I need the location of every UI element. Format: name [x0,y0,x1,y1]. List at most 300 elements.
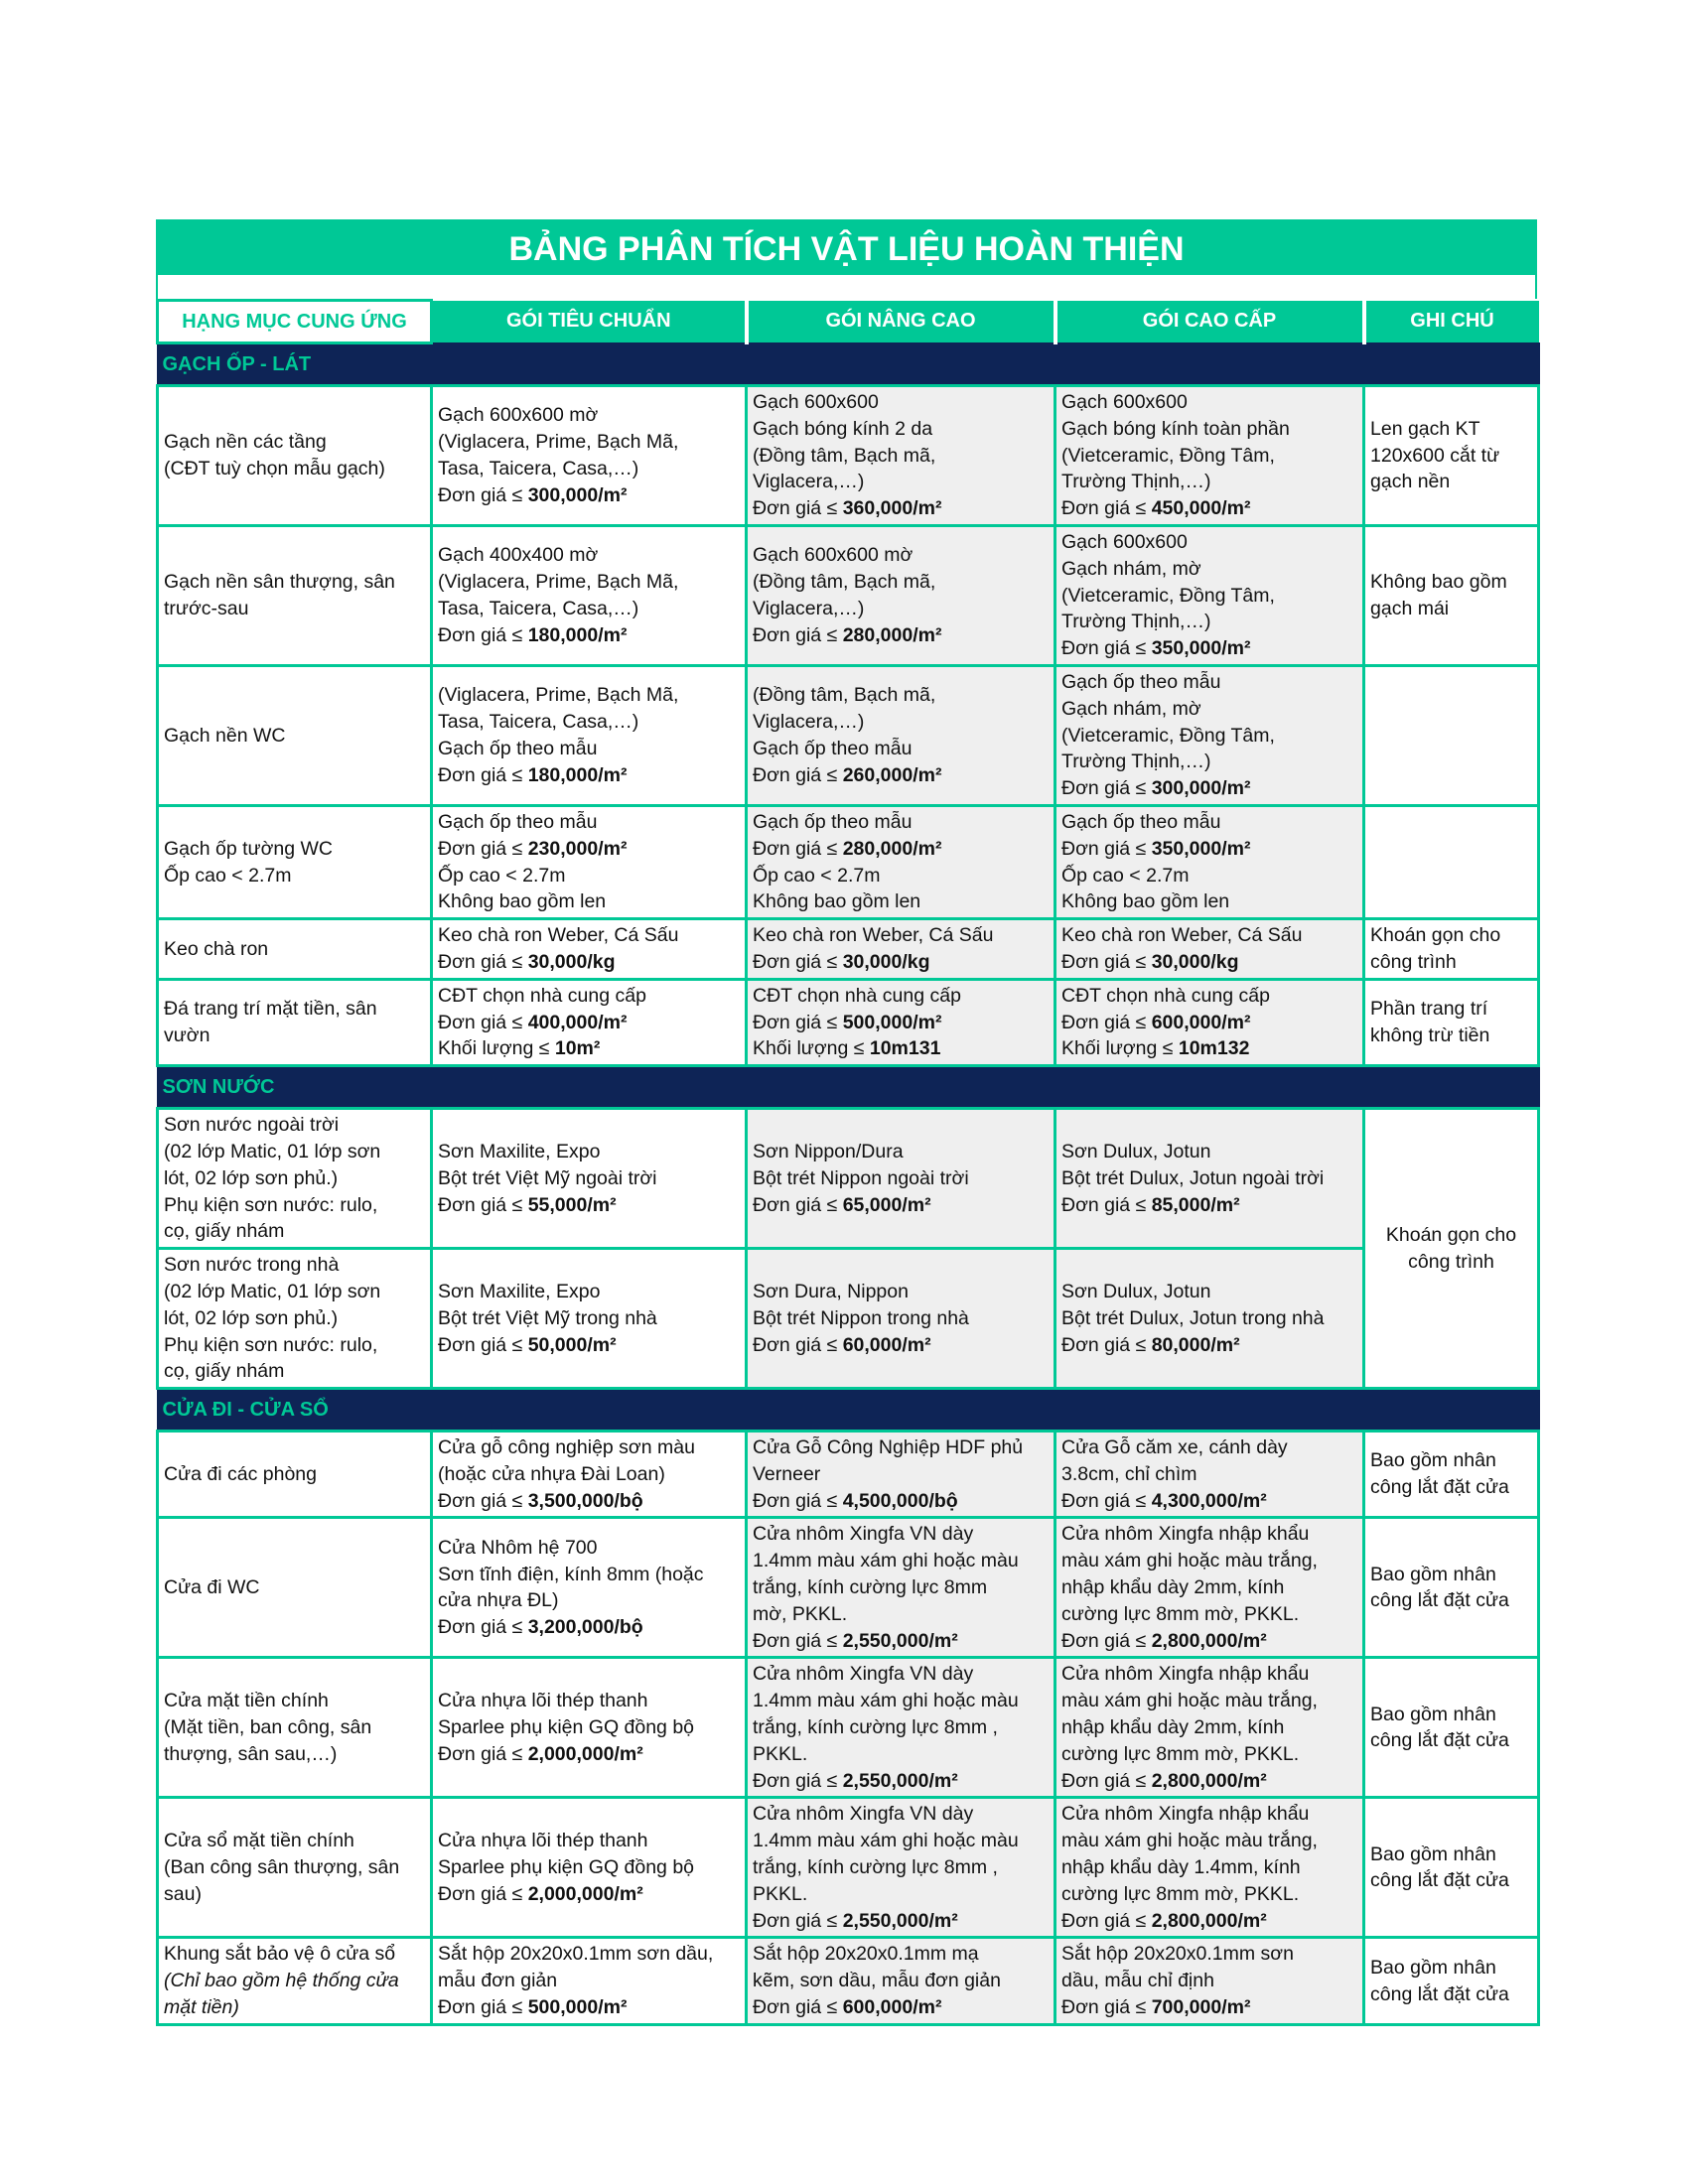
unit-price-label: Đơn giá ≤ [753,497,843,520]
unit-price [753,495,1049,522]
cell-item [158,1109,432,1249]
unit-price-value: 30,000/kg [842,950,930,973]
cell-standard [432,386,747,526]
cell-line: Sparlee phụ kiện GQ đồng bộ [438,1856,695,1879]
unit-price [1061,1010,1357,1036]
unit-price-label: Đơn giá ≤ [438,1996,528,2019]
cell-line: Cửa đi WC [164,1576,260,1599]
unit-price-label: Đơn giá ≤ [753,1996,843,2019]
cell-premium [1055,1432,1364,1518]
unit-price [1061,1192,1357,1219]
cell-line: Khung sắt bảo vệ ô cửa sổ [164,1943,396,1966]
unit-price [1061,1994,1357,2021]
cell-line: Verneer [753,1462,821,1485]
unit-price [438,836,740,863]
cell-line: (Đồng tâm, Bạch mã, [753,444,936,467]
cell-line: Không bao gồm len [753,890,921,913]
unit-price-value: 85,000/m² [1151,1193,1240,1216]
unit-price-label: Đơn giá ≤ [753,1193,843,1216]
cell-line: nhập khẩu dày 1.4mm, kính [1061,1856,1301,1879]
cell-line: Gạch nhám, mờ [1061,697,1201,720]
cell-note [1364,919,1539,980]
unit-price [438,1488,740,1515]
cell-line: Sắt hộp 20x20x0.1mm sơn [1061,1943,1294,1966]
unit-price-value: 350,000/m² [1151,637,1251,660]
cell-advanced [747,1432,1055,1518]
unit-price-label: Đơn giá ≤ [1061,1629,1152,1652]
cell-line: (Viglacera, Prime, Bạch Mã, [438,431,679,454]
cell-line: (Đồng tâm, Bạch mã, [753,684,936,707]
unit-price-label: Đơn giá ≤ [1061,1769,1152,1792]
cell-line: Cửa mặt tiền chính [164,1690,329,1712]
cell-standard [432,919,747,980]
header-advanced: GÓI NÂNG CAO [747,301,1055,343]
cell-line: Cửa đi các phòng [164,1462,317,1485]
cell-line: Gạch 600x600 mờ [438,404,599,427]
unit-price-value: 500,000/m² [842,1011,942,1033]
unit-price [438,622,740,649]
quantity-value: 10m² [554,1037,601,1060]
unit-price-value: 3,200,000/bộ [527,1616,643,1639]
cell-line: Sơn tĩnh điện, kính 8mm (hoặc [438,1563,704,1585]
unit-price-value: 180,000/m² [527,763,628,786]
cell-standard [432,979,747,1065]
unit-price [1061,635,1357,662]
unit-price [438,1010,740,1036]
cell-line: Sắt hộp 20x20x0.1mm sơn dầu, [438,1943,714,1966]
cell-advanced [747,1938,1055,2024]
unit-price-label: Đơn giá ≤ [438,483,528,506]
unit-price-label: Đơn giá ≤ [753,950,843,973]
cell-line: Bao gồm nhân [1370,1563,1496,1585]
unit-price-label: Đơn giá ≤ [438,1616,528,1639]
unit-price-value: 280,000/m² [842,623,942,646]
cell-line: công lắt đặt cửa [1370,1589,1509,1612]
cell-note [1364,1798,1539,1938]
unit-price-value: 360,000/m² [842,497,942,520]
cell-line: lót, 02 lớp sơn phủ.) [164,1306,339,1329]
cell-line: công trình [1408,1250,1494,1273]
cell-line: Gạch nền WC [164,724,286,747]
cell-line: cọ, giấy nhám [164,1360,285,1383]
unit-price-value: 180,000/m² [527,623,628,646]
unit-price [1061,949,1357,976]
page-title: BẢNG PHÂN TÍCH VẬT LIỆU HOÀN THIỆN [156,219,1537,275]
cell-line: Gạch ốp theo mẫu [753,810,913,833]
cell-note [1364,1109,1539,1389]
cell-line: Len gạch KT [1370,417,1480,440]
cell-item [158,1249,432,1389]
cell-line: kẽm, sơn dầu, mẫu đơn giản [753,1970,1001,1992]
cell-line: Sơn Maxilite, Expo [438,1280,601,1302]
unit-price-value: 2,550,000/m² [842,1629,958,1652]
unit-price-value: 2,800,000/m² [1151,1909,1267,1932]
cell-advanced [747,1658,1055,1798]
unit-price [438,1881,740,1908]
table-row [158,1109,1539,1249]
unit-price-label: Đơn giá ≤ [438,1011,528,1033]
cell-line: Tasa, Taicera, Casa,…) [438,711,639,734]
cell-line: Sparlee phụ kiện GQ đồng bộ [438,1716,695,1739]
cell-line: (Chỉ bao gồm hệ thống cửa [164,1970,399,1992]
unit-price [1061,1488,1357,1515]
unit-price [753,762,1049,789]
quantity [1061,1035,1357,1062]
section-paint: SƠN NƯỚC [158,1066,1539,1109]
cell-standard [432,1432,747,1518]
unit-price [1061,775,1357,802]
cell-standard [432,1518,747,1658]
cell-line: vườn [164,1024,211,1046]
cell-line: 120x600 cắt từ [1370,444,1500,467]
cell-premium [1055,1938,1364,2024]
cell-item [158,979,432,1065]
cell-line: Gạch 600x600 [1061,391,1188,413]
section-row [158,1389,1539,1432]
cell-item [158,1658,432,1798]
quantity-label: Khối lượng ≤ [753,1037,870,1060]
unit-price-value: 500,000/m² [527,1996,628,2019]
cell-line: Sơn Dulux, Jotun [1061,1140,1211,1162]
table-header-row [158,301,1539,343]
cell-line: gạch nền [1370,471,1451,493]
cell-line: Bao gồm nhân [1370,1843,1496,1865]
quantity [438,1035,740,1062]
cell-line: Không bao gồm len [438,890,607,913]
cell-line: Gạch 600x600 mờ [753,544,914,567]
cell-line: Bao gồm nhân [1370,1956,1496,1979]
cell-line: Đá trang trí mặt tiền, sân [164,998,377,1021]
unit-price-label: Đơn giá ≤ [753,1489,843,1512]
table-row [158,1249,1539,1389]
cell-line: Sơn Nippon/Dura [753,1140,904,1162]
cell-line: công lắt đặt cửa [1370,1869,1509,1892]
quantity-label: Khối lượng ≤ [1061,1037,1179,1060]
cell-line: công lắt đặt cửa [1370,1729,1509,1752]
unit-price [1061,1768,1357,1795]
cell-premium [1055,386,1364,526]
cell-line: PKKL. [753,1882,808,1905]
cell-line: (Viglacera, Prime, Bạch Mã, [438,684,679,707]
cell-line: lót, 02 lớp sơn phủ.) [164,1166,339,1189]
unit-price-value: 65,000/m² [842,1193,931,1216]
cell-item [158,386,432,526]
cell-line: cường lực 8mm mờ, PKKL. [1061,1602,1300,1625]
unit-price-value: 350,000/m² [1151,837,1251,860]
cell-premium [1055,919,1364,980]
unit-price [753,949,1049,976]
cell-line: trước-sau [164,597,249,619]
cell-line: Không bao gồm len [1061,890,1230,913]
cell-line: 1.4mm màu xám ghi hoặc màu [753,1830,1019,1852]
unit-price-value: 230,000/m² [527,837,628,860]
cell-premium [1055,1249,1364,1389]
cell-line: Viglacera,…) [753,471,865,493]
table-row [158,386,1539,526]
cell-line: (Ban công sân thượng, sân [164,1856,400,1879]
cell-line: nhập khẩu dày 2mm, kính [1061,1576,1285,1599]
unit-price-label: Đơn giá ≤ [1061,1011,1152,1033]
cell-line: (Vietceramic, Đồng Tâm, [1061,444,1275,467]
cell-standard [432,805,747,918]
cell-premium [1055,1518,1364,1658]
cell-line: Keo chà ron [164,937,269,960]
cell-line: Keo chà ron Weber, Cá Sấu [1061,924,1303,947]
cell-line: Khoán gọn cho [1385,1223,1517,1246]
quantity-label: Khối lượng ≤ [438,1037,555,1060]
cell-line: Ốp cao < 2.7m [164,864,292,887]
cell-line: Cửa sổ mặt tiền chính [164,1830,354,1852]
cell-item [158,1432,432,1518]
unit-price [753,1332,1049,1359]
unit-price-label: Đơn giá ≤ [1061,1909,1152,1932]
unit-price-label: Đơn giá ≤ [753,1909,843,1932]
unit-price-label: Đơn giá ≤ [438,1333,528,1356]
unit-price [438,1332,740,1359]
cell-line: Gạch ốp theo mẫu [438,810,598,833]
cell-line: Cửa nhựa lõi thép thanh [438,1690,648,1712]
table-row [158,525,1539,665]
cell-line: Gạch nền các tầng [164,431,327,454]
cell-line: Cửa Gỗ Công Nghiệp HDF phủ [753,1436,1024,1459]
unit-price [438,1994,740,2021]
cell-line: Bột trét Dulux, Jotun ngoài trời [1061,1166,1325,1189]
cell-line: mẫu đơn giản [438,1970,558,1992]
cell-line: Bao gồm nhân [1370,1703,1496,1725]
cell-line: màu xám ghi hoặc màu trắng, [1061,1550,1318,1572]
cell-advanced [747,805,1055,918]
cell-item [158,919,432,980]
cell-standard [432,1938,747,2024]
cell-line: Gạch nhám, mờ [1061,557,1201,580]
cell-line: Bột trét Nippon ngoài trời [753,1166,969,1189]
section-doors: CỬA ĐI - CỬA SỔ [158,1389,1539,1432]
cell-line: Gạch nền sân thượng, sân [164,571,395,594]
material-table [156,299,1540,2026]
cell-line: mặt tiền) [164,1996,239,2019]
unit-price-value: 600,000/m² [1151,1011,1251,1033]
cell-premium [1055,525,1364,665]
cell-line: Bột trét Việt Mỹ trong nhà [438,1306,657,1329]
cell-premium [1055,805,1364,918]
unit-price [753,1488,1049,1515]
cell-line: công trình [1370,950,1457,973]
unit-price [753,1010,1049,1036]
cell-line: Trường Thịnh,…) [1061,611,1211,633]
cell-line: Gạch ốp theo mẫu [753,737,913,759]
table-row [158,919,1539,980]
section-tiles: GẠCH ỐP - LÁT [158,343,1539,386]
cell-line: CĐT chọn nhà cung cấp [753,984,961,1007]
cell-line: 1.4mm màu xám ghi hoặc màu [753,1550,1019,1572]
cell-item [158,1938,432,2024]
unit-price-value: 2,000,000/m² [527,1742,643,1765]
cell-line: CĐT chọn nhà cung cấp [438,984,646,1007]
unit-price-value: 30,000/kg [1151,950,1239,973]
unit-price-label: Đơn giá ≤ [753,623,843,646]
unit-price-value: 50,000/m² [527,1333,617,1356]
cell-line: 1.4mm màu xám ghi hoặc màu [753,1690,1019,1712]
cell-note [1364,386,1539,526]
cell-line: Khoán gọn cho [1370,924,1501,947]
cell-line: màu xám ghi hoặc màu trắng, [1061,1690,1318,1712]
unit-price-label: Đơn giá ≤ [753,1011,843,1033]
cell-line: Trường Thịnh,…) [1061,751,1211,773]
cell-line: Cửa nhôm Xingfa VN dày [753,1663,974,1686]
unit-price-value: 4,500,000/bộ [842,1489,958,1512]
cell-line: Viglacera,…) [753,711,865,734]
cell-item [158,1798,432,1938]
cell-line: Gạch bóng kính 2 da [753,417,933,440]
cell-note [1364,979,1539,1065]
cell-line: (02 lớp Matic, 01 lớp sơn [164,1140,381,1162]
cell-line: Ốp cao < 2.7m [753,864,881,887]
cell-line: Bột trét Nippon trong nhà [753,1306,969,1329]
cell-line: Cửa nhựa lõi thép thanh [438,1830,648,1852]
unit-price [1061,1628,1357,1655]
cell-advanced [747,1249,1055,1389]
unit-price-value: 400,000/m² [527,1011,628,1033]
unit-price-value: 450,000/m² [1151,497,1251,520]
cell-advanced [747,1109,1055,1249]
unit-price [1061,1908,1357,1935]
cell-line: Gạch ốp theo mẫu [1061,670,1221,693]
cell-premium [1055,665,1364,805]
cell-line: dầu, mẫu chỉ định [1061,1970,1214,1992]
cell-item [158,1518,432,1658]
cell-line: Ốp cao < 2.7m [1061,864,1190,887]
cell-line: Gạch ốp tường WC [164,837,333,860]
table-row [158,1658,1539,1798]
cell-note [1364,1432,1539,1518]
cell-standard [432,525,747,665]
unit-price-label: Đơn giá ≤ [753,1629,843,1652]
cell-line: Phần trang trí [1370,998,1488,1021]
cell-line: trắng, kính cường lực 8mm [753,1576,988,1599]
cell-line: Bột trét Việt Mỹ ngoài trời [438,1166,657,1189]
unit-price [753,1628,1049,1655]
unit-price-value: 2,550,000/m² [842,1769,958,1792]
unit-price-label: Đơn giá ≤ [1061,777,1152,800]
table-row [158,665,1539,805]
unit-price-value: 30,000/kg [527,950,616,973]
cell-line: cửa nhựa ĐL) [438,1589,559,1612]
unit-price-value: 280,000/m² [842,837,942,860]
cell-line: Ốp cao < 2.7m [438,864,566,887]
header-note: GHI CHÚ [1364,301,1539,343]
cell-line: Không bao gồm [1370,571,1507,594]
unit-price-value: 600,000/m² [842,1996,942,2019]
cell-note [1364,805,1539,918]
cell-line: (Viglacera, Prime, Bạch Mã, [438,571,679,594]
cell-advanced [747,1798,1055,1938]
cell-line: Cửa Gỗ căm xe, cánh dày [1061,1436,1288,1459]
unit-price-label: Đơn giá ≤ [1061,837,1152,860]
cell-line: Sơn nước trong nhà [164,1254,340,1277]
unit-price-label: Đơn giá ≤ [1061,1489,1152,1512]
unit-price [753,1192,1049,1219]
unit-price-label: Đơn giá ≤ [438,1742,528,1765]
cell-line: Viglacera,…) [753,597,865,619]
unit-price-value: 2,000,000/m² [527,1882,643,1905]
cell-line: Gạch ốp theo mẫu [438,737,598,759]
unit-price-label: Đơn giá ≤ [438,950,528,973]
quantity-value: 10m131 [869,1037,941,1060]
cell-line: trắng, kính cường lực 8mm , [753,1716,998,1739]
unit-price-label: Đơn giá ≤ [438,623,528,646]
quantity-value: 10m132 [1178,1037,1250,1060]
unit-price [438,949,740,976]
cell-line: Trường Thịnh,…) [1061,471,1211,493]
unit-price-value: 60,000/m² [842,1333,931,1356]
unit-price-label: Đơn giá ≤ [1061,637,1152,660]
cell-line: cường lực 8mm mờ, PKKL. [1061,1882,1300,1905]
cell-line: (Mặt tiền, ban công, sân [164,1716,372,1739]
section-row [158,343,1539,386]
cell-note [1364,1518,1539,1658]
cell-line: Cửa nhôm Xingfa nhập khẩu [1061,1523,1310,1546]
title-spacer [156,275,1537,299]
unit-price-value: 2,800,000/m² [1151,1769,1267,1792]
cell-line: Bao gồm nhân [1370,1449,1496,1472]
cell-line: mờ, PKKL. [753,1602,848,1625]
cell-line: (02 lớp Matic, 01 lớp sơn [164,1280,381,1302]
cell-line: Cửa nhôm Xingfa nhập khẩu [1061,1803,1310,1826]
cell-line: Gạch 600x600 [753,391,879,413]
cell-line: Sơn Dura, Nippon [753,1280,909,1302]
header-premium: GÓI CAO CẤP [1055,301,1364,343]
table-row [158,1798,1539,1938]
cell-line: cọ, giấy nhám [164,1220,285,1243]
unit-price-label: Đơn giá ≤ [438,1193,528,1216]
cell-line: Cửa Nhôm hệ 700 [438,1536,598,1559]
cell-line: Sắt hộp 20x20x0.1mm mạ [753,1943,979,1966]
quantity [753,1035,1049,1062]
cell-line: CĐT chọn nhà cung cấp [1061,984,1270,1007]
unit-price [1061,836,1357,863]
unit-price-value: 260,000/m² [842,763,942,786]
cell-line: Keo chà ron Weber, Cá Sấu [753,924,994,947]
cell-advanced [747,979,1055,1065]
unit-price-label: Đơn giá ≤ [753,763,843,786]
cell-line: gạch mái [1370,597,1450,619]
unit-price [753,836,1049,863]
table-row [158,979,1539,1065]
table-row [158,1518,1539,1658]
cell-premium [1055,979,1364,1065]
cell-line: Keo chà ron Weber, Cá Sấu [438,924,679,947]
unit-price [1061,1332,1357,1359]
cell-standard [432,1109,747,1249]
cell-line: công lắt đặt cửa [1370,1476,1509,1499]
unit-price-label: Đơn giá ≤ [438,1882,528,1905]
cell-note [1364,1658,1539,1798]
cell-line: không trừ tiền [1370,1024,1490,1046]
section-row [158,1066,1539,1109]
unit-price-label: Đơn giá ≤ [438,763,528,786]
unit-price-label: Đơn giá ≤ [753,837,843,860]
cell-line: Bột trét Dulux, Jotun trong nhà [1061,1306,1325,1329]
cell-line: màu xám ghi hoặc màu trắng, [1061,1830,1318,1852]
unit-price-label: Đơn giá ≤ [753,1769,843,1792]
unit-price [438,482,740,509]
cell-line: Tasa, Taicera, Casa,…) [438,597,639,619]
cell-standard [432,1249,747,1389]
cell-item [158,665,432,805]
table-row [158,805,1539,918]
unit-price-value: 2,800,000/m² [1151,1629,1267,1652]
cell-item [158,805,432,918]
